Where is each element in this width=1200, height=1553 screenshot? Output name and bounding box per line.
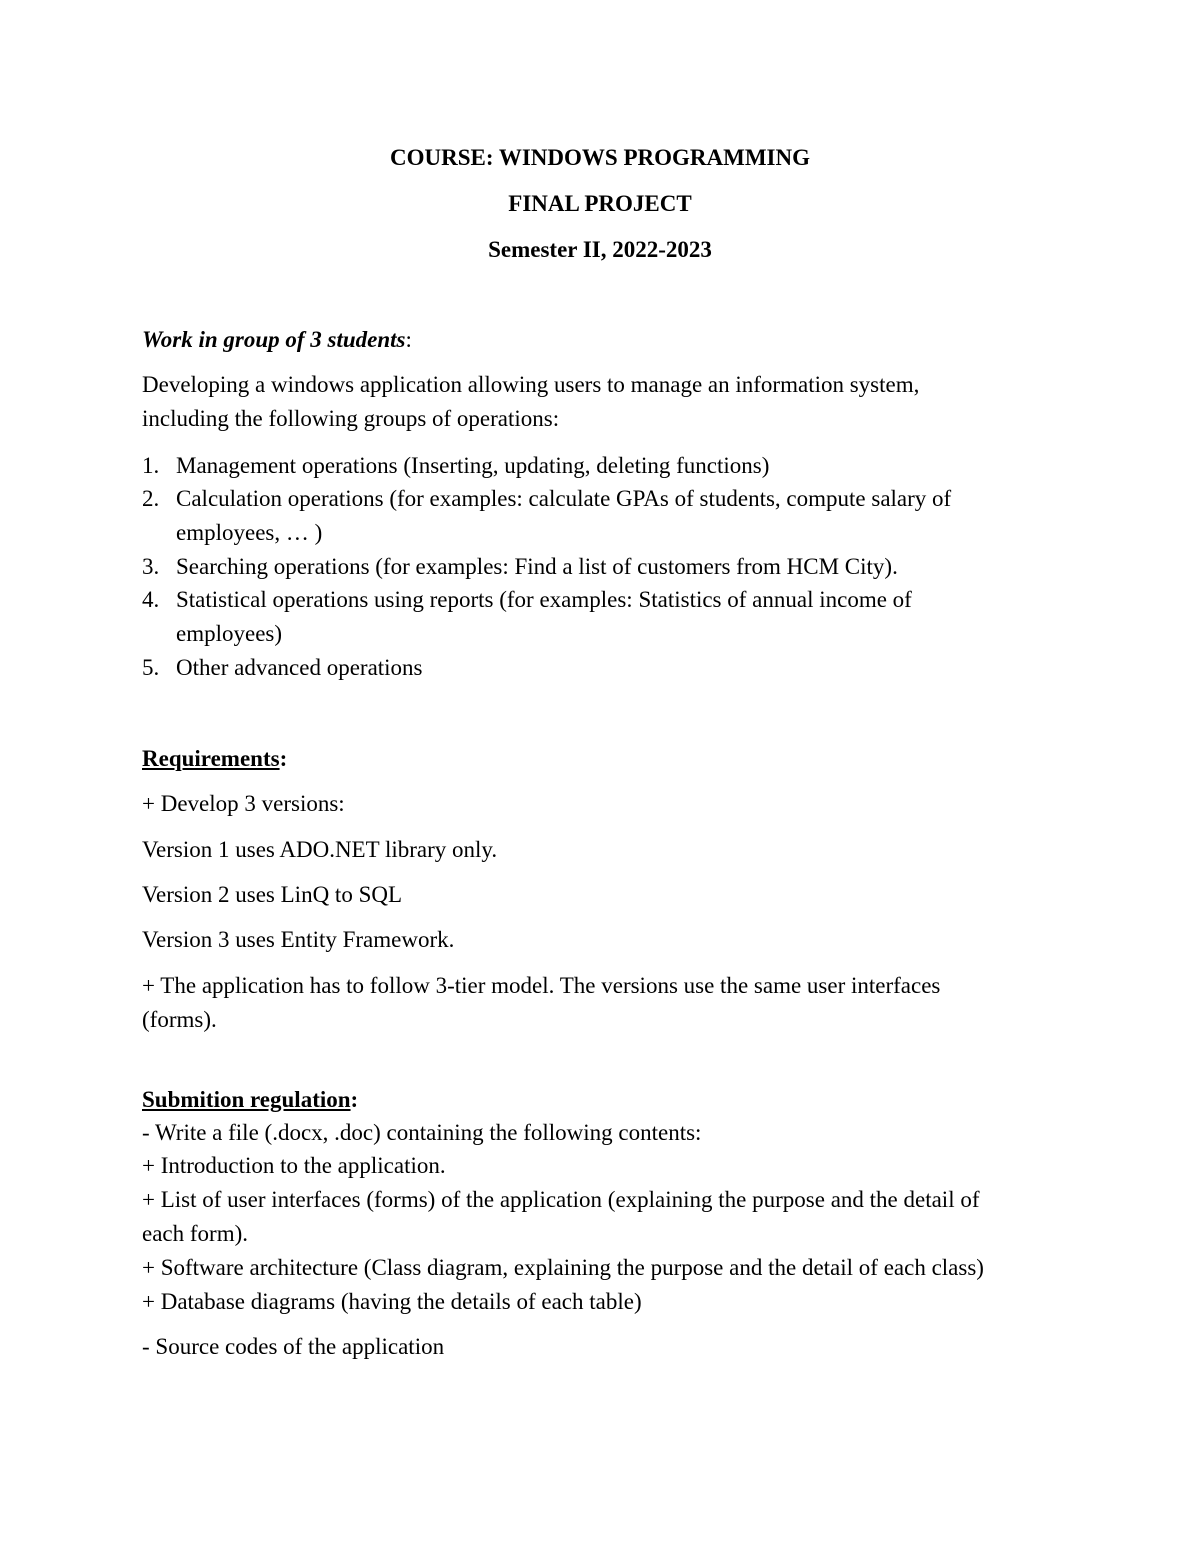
requirements-heading (142, 747, 287, 770)
list-item: Calculation operations (for examples: calculate GPAs of students, compute salary of (176, 486, 952, 511)
group-label: Work in group of 3 students (142, 327, 406, 352)
requirement-line: Version 1 uses ADO.NET library only. (142, 837, 498, 862)
requirement-line: + Develop 3 versions: (142, 791, 345, 816)
submission-heading (142, 1088, 358, 1111)
list-item: Management operations (Inserting, updating, deleting functions) (176, 453, 770, 478)
intro-line-2: including the following groups of operations: (142, 406, 560, 431)
list-item-number: 3. (142, 554, 160, 579)
list-item: Statistical operations using reports (for examples: Statistics of annual income of (176, 587, 912, 612)
list-item: Other advanced operations (176, 655, 423, 680)
submission-line: - Write a file (.docx, .doc) containing the following contents: (142, 1120, 702, 1145)
submission-line: + Database diagrams (having the details of each table) (142, 1289, 642, 1314)
requirement-line: Version 2 uses LinQ to SQL (142, 882, 403, 907)
list-item-continuation: employees, … ) (176, 520, 323, 545)
intro-line-1: Developing a windows application allowing users to manage an information system, (142, 372, 920, 397)
list-item-number: 1. (142, 453, 160, 478)
requirements-colon: : (279, 746, 288, 771)
list-item-number: 5. (142, 655, 160, 680)
project-title: FINAL PROJECT (508, 191, 692, 216)
submission-line: each form). (142, 1221, 248, 1246)
group-instruction (142, 328, 412, 351)
list-item-continuation: employees) (176, 621, 283, 646)
semester-title: Semester II, 2022-2023 (488, 237, 712, 262)
submission-line: + List of user interfaces (forms) of the application (explaining the purpose and the detail of (142, 1187, 980, 1212)
list-item-number: 4. (142, 587, 160, 612)
group-colon: : (405, 327, 412, 352)
submission-line: + Introduction to the application. (142, 1153, 446, 1178)
submission-line: - Source codes of the application (142, 1334, 445, 1359)
submission-line: + Software architecture (Class diagram, explaining the purpose and the detail of each class) (142, 1255, 984, 1280)
submission-colon: : (350, 1087, 359, 1112)
requirements-heading-text: Requirements (142, 746, 280, 771)
requirement-line: + The application has to follow 3-tier model. The versions use the same user interfaces (142, 973, 941, 998)
requirement-line: Version 3 uses Entity Framework. (142, 927, 455, 952)
list-item: Searching operations (for examples: Find a list of customers from HCM City). (176, 554, 898, 579)
submission-heading-text: Submition regulation (142, 1087, 351, 1112)
list-item-number: 2. (142, 486, 160, 511)
course-title: COURSE: WINDOWS PROGRAMMING (390, 145, 810, 170)
requirement-line: (forms). (142, 1007, 217, 1032)
